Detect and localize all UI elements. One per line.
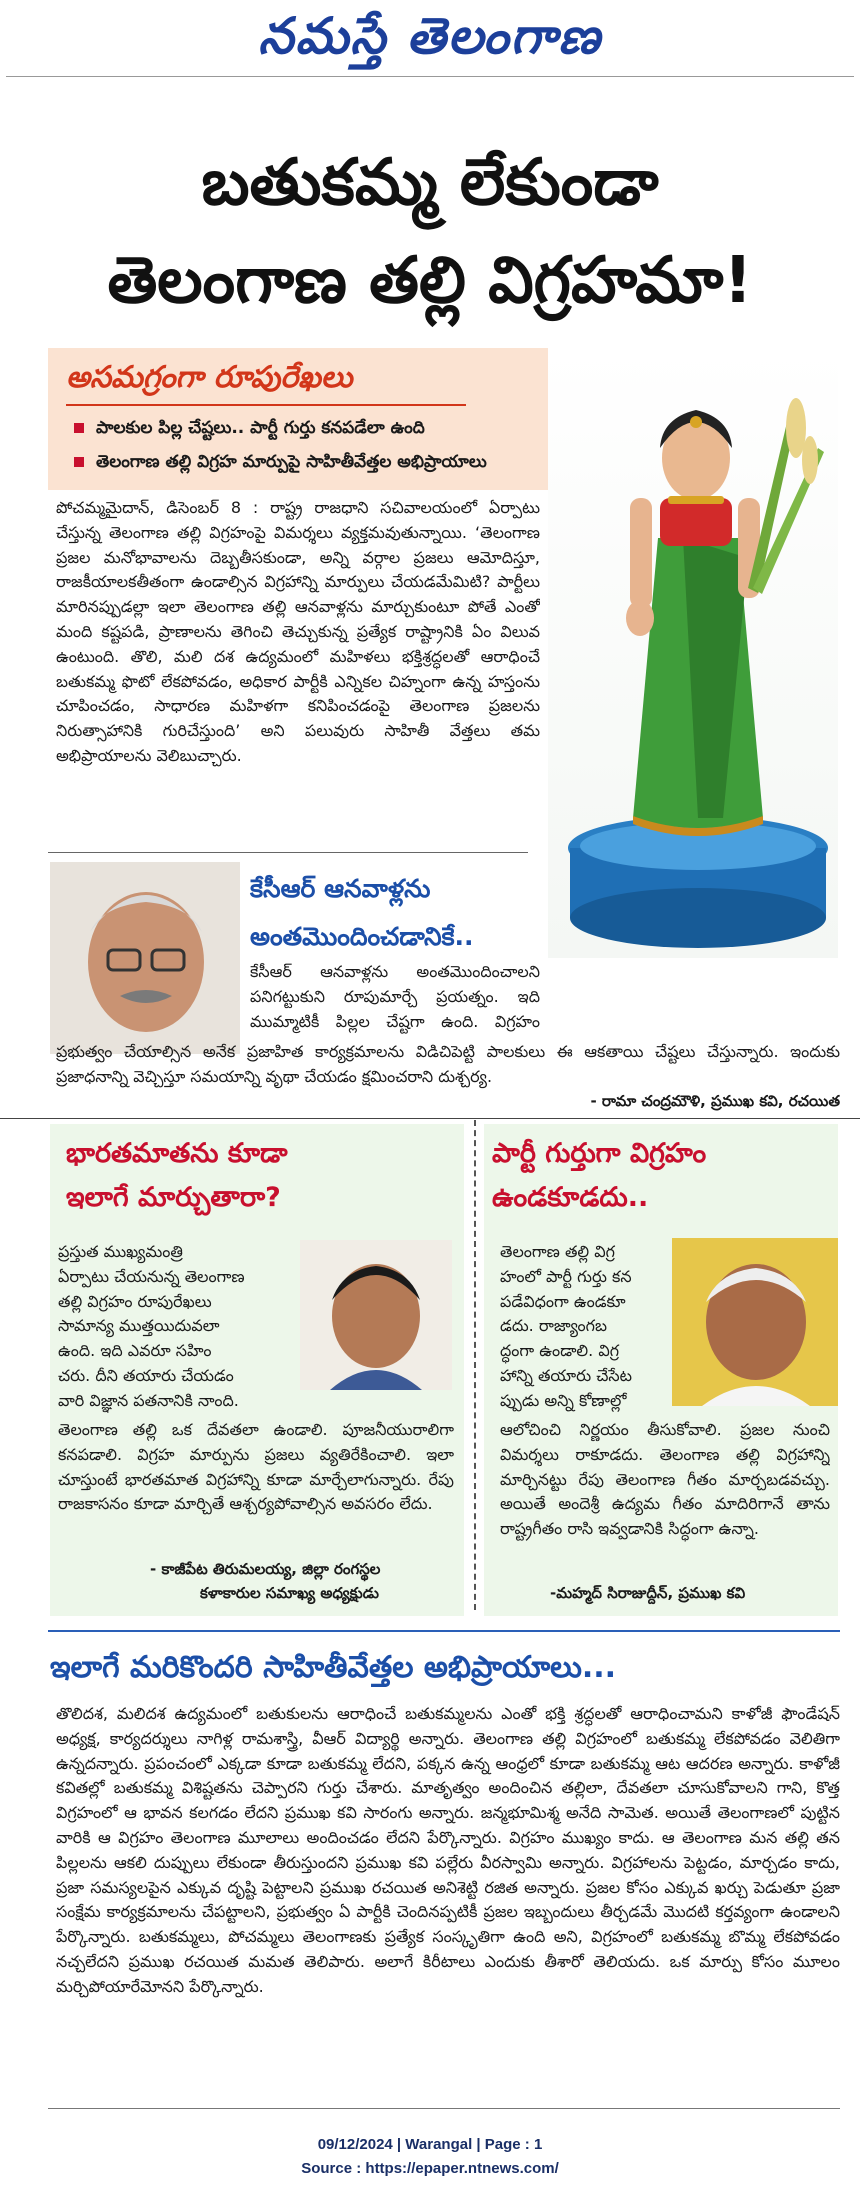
- kicker-title: అసమగ్రంగా రూపురేఖలు: [66, 360, 353, 395]
- kcr-subhead-line-2: అంతమొందించడానికే..: [250, 922, 474, 951]
- left-panel-source-1: - కాజీపేట తిరుమలయ్య, జిల్లా రంగస్థల: [150, 1560, 381, 1578]
- rama-chandramouli-photo: [50, 862, 240, 1054]
- kazipet-tirumalaiah-photo: [300, 1240, 452, 1390]
- kcr-quote-wide: ప్రభుత్వం చేయాల్సిన అనేక ప్రజాహిత కార్యక్రమాలను విడిచిపెట్టి పాలకులు ఈ ఆకతాయి చేష్టలు చేస్తున్నారు. ఇందుకు ప్రజాధనాన్ని వెచ్చిస్తూ సమయాన్ని వృథా చేయడం క్షమించరాని దుశ్చర్య.: [56, 1042, 840, 1086]
- section-divider: [0, 1118, 860, 1119]
- right-panel-text-wide: ఆలోచించి నిర్ణయం తీసుకోవాలి. ప్రజల నుంచి విమర్శలు రాకూడదు. తెలంగాణ తల్లి విగ్రహాన్ని మార్చినట్టు రేపు తెలంగాణ గీతం మార్చబడవచ్చు. అయితే అందెశ్రీ ఉద్యమ గీతం మాదిరిగానే తాను రాష్ట్రగీతం రాసి ఇవ్వడానికి సిద్ధంగా ఉన్నా.: [500, 1420, 830, 1539]
- right-panel-source: -మహ్మద్ సిరాజుద్దీన్, ప్రముఖ కవి: [550, 1584, 746, 1602]
- masthead-logo: నమస్తే తెలంగాణ: [258, 6, 602, 65]
- kicker-bullet: తెలంగాణ తల్లి విగ్రహ మార్పుపై సాహితీవేత్తల అభిప్రాయాలు: [74, 452, 487, 476]
- kicker-underline: [66, 404, 466, 406]
- left-panel-text-wide: తెలంగాణ తల్లి ఒక దేవతలా ఉండాలి. పూజనీయురాలిగా కనపడాలి. విగ్రహ మార్పును ప్రజలు వ్యతిరేకించాలి. ఇలా చూస్తుంటే భారతమాత విగ్రహాన్ని కూడా మార్చేలాగున్నారు. రేపు రాజకాసనం కూడా మార్చితే ఆశ్చర్యపోవాల్సిన అవసరం లేదు.: [58, 1420, 454, 1514]
- bottom-paragraph: తొలిదశ, మలిదశ ఉద్యమంలో బతుకులను ఆరాధించే బతుకమ్మలను ఎంతో భక్తి శ్రద్ధలతో ఆరాధించామని కాళోజీ ఫౌండేషన్ అధ్యక్ష, కార్యదర్శులు నాగిళ్ల రామశాస్త్రి, వీఆర్ విద్యార్థి అన్నారు. తెలంగాణ తల్లి విగ్రహంలో బతుకమ్మ లేకపోవడం వెలితిగా ఉన్నదన్నారు. ప్రపంచంలో ఎక్కడా కూడా బతుకమ్మ లేదని, పక్కన ఉన్న ఆంధ్రలో కూడా బతుకమ్మ ఆట ఆదరణ అన్నారు. కాళోజీ కవితల్లో బతుకమ్మ విశిష్టతను చెప్పారని గుర్తు చేశారు. మాతృత్వం అందించిన తల్లిలా, దేవతలా చూసుకోవాలని గాని, కొత్త విగ్రహంలో ఆ భావన కలగడం లేదని ప్రముఖ కవి సారంగు అన్నారు. జన్మభూమిశ్మ అనేది సామెత. అయితే తెలంగాణలో పుట్టిన వారికి ఆ విగ్రహం తెలంగాణ మూలాలు అందించడం లేదని పేర్కొన్నారు. విగ్రహం ముఖ్యం కాదు. ఆ తెలంగాణ మన తల్లి తన పిల్లలను ఆకలి దుప్పులు లేకుండా తీరుస్తుందని ప్రముఖ కవి పల్లేరు వీరస్వామి అన్నారు. విగ్రహాలను పెట్టడం, మార్చడం కాదు, ప్రజా సమస్యలపైన ఎక్కువ దృష్టి పెట్టాలని ప్రముఖ రచయిత అనిశెట్టి రజిత అన్నారు. ప్రజల కోసం ఎక్కువ ఖర్చు పెడుతూ ప్రజా సంక్షేమ కార్యక్రమాలను చేపట్టాలని, ప్రభుత్వం ఏ పార్టీకి చెందినప్పటికీ ప్రజల ఇబ్బందులు తీర్చడమే మొదటి కర్తవ్యంగా ఉండాలని పేర్కొన్నారు. బతుకమ్మలు, పోచమ్మలు తెలంగాణకు ప్రత్యేక సంస్కృతిగా ఉంది అని, విగ్రహంలో బతుకమ్మ బొమ్మ లేకపోవడం నచ్చలేదని ప్రముఖ రచయిత మమత తెలిపారు. అలాగే కిరీటాలు ఎందుకు తీశారో తెలియదు. ఒక మార్పు కోసం మూలం మర్చిపోయారేమోనని పేర్కొన్నారు.: [56, 1704, 840, 1996]
- right-panel-text-narrow: తెలంగాణ తల్లి విగ్ర హంలో పార్టీ గుర్తు కన పడేవిధంగా ఉండకూ డదు. రాజ్యాంగబ ద్ధంగా ఉండాలి. విగ్ర హాన్ని తయారు చేసేట ప్పుడు అన్ని కోణాల్లో: [500, 1242, 632, 1410]
- section-divider: [48, 1630, 840, 1632]
- kcr-quote-short: కేసీఆర్ ఆనవాళ్లను అంతమొందించాలని పనిగట్టుకుని రూపుమార్చే ప్రయత్నం. ఇది ముమ్మాటికీ పిల్లల చేష్టగా ఉంది. విగ్రహం: [250, 962, 540, 1031]
- bottom-heading: ఇలాగే మరికొందరి సాహితీవేత్తల అభిప్రాయాలు...: [50, 1650, 617, 1685]
- footer-divider: [48, 2108, 840, 2109]
- panel-divider: [474, 1120, 476, 1610]
- right-panel-title-2: ఉండకూడదు..: [492, 1182, 649, 1213]
- bullet-square-icon: [74, 423, 84, 433]
- bullet-square-icon: [74, 457, 84, 467]
- lead-paragraph: పోచమ్మమైదాన్, డిసెంబర్ 8 : రాష్ట్ర రాజధాని సచివాలయంలో ఏర్పాటు చేస్తున్న తెలంగాణ తల్లి విగ్రహంపై విమర్శలు వ్యక్తమవుతున్నాయి. ‘తెలంగాణ ప్రజల మనోభావాలను దెబ్బతీసకుండా, అన్ని వర్గాల ప్రజలు ఆమోదిస్తూ, రాజకీయాలకతీతంగా ఉండాల్సిన విగ్రహాన్ని మార్పులు చేయడమేమిటి? పార్టీలు మారినప్పుడల్లా ఇలా తెలంగాణ తల్లి ఆనవాళ్లను మార్చుకుంటూ పోతే ఎంతో మంది కష్టపడి, ప్రాణాలను తెగించి తెచ్చుకున్న ప్రత్యేక రాష్ట్రానికి ఏం విలువ ఉంటుంది. తొలి, మలి దశ ఉద్యమంలో మహిళలు భక్తిశ్రద్ధలతో ఆరాధించే బతుకమ్మ ఫొటో లేకపోవడం, అధికార పార్టీకి ఎన్నికల చిహ్నంగా ఉన్న హస్తంను చూపించడం, సాధారణ మహిళగా కనిపించడంపై తెలంగాణ ప్రజలను నిరుత్సాహానికి గురిచేస్తుంది’ అని పలువురు సాహితీ వేత్తలు తమ అభిప్రాయాలను వెలిబుచ్చారు.: [56, 498, 540, 765]
- siraj-uddin-photo: [672, 1238, 838, 1406]
- kcr-subhead-line-1: కేసీఆర్ ఆనవాళ్లను: [250, 874, 431, 903]
- telangana-talli-statue-image: [548, 348, 838, 958]
- kicker-bullet: పాలకుల పిల్ల చేష్టలు.. పార్టీ గుర్తు కనపడేలా ఉంది: [74, 418, 425, 442]
- footer-source-link[interactable]: Source : https://epaper.ntnews.com/: [301, 2160, 559, 2177]
- kcr-quote-source: - రామా చంద్రమౌళి, ప్రముఖ కవి, రచయిత: [590, 1092, 840, 1110]
- footer-edition-info: 09/12/2024 | Warangal | Page : 1: [317, 2136, 543, 2153]
- left-panel-text-narrow: ప్రస్తుత ముఖ్యమంత్రి ఏర్పాటు చేయనున్న తెలంగాణ తల్లి విగ్రహం రూపురేఖలు సామాన్య ముత్తయిదువలా ఉంది. ఇది ఎవరూ సహిం చరు. దీని తయారు చేయడం వారి విజ్ఞాన పతనానికి నాంది.: [58, 1242, 245, 1410]
- headline-line-1: బతుకమ్మ లేకుండా: [201, 146, 659, 220]
- masthead-divider: [6, 76, 854, 77]
- section-divider: [48, 852, 528, 853]
- right-panel-title-1: పార్టీ గుర్తుగా విగ్రహం: [492, 1138, 707, 1169]
- statue-illustration: [548, 348, 838, 958]
- left-panel-title-2: ఇలాగే మార్చుతారా?: [66, 1182, 281, 1213]
- left-panel-title-1: భారతమాతను కూడా: [66, 1138, 288, 1169]
- headline-line-2: తెలంగాణ తల్లి విగ్రహమా!: [107, 244, 753, 318]
- left-panel-source-2: కళాకారుల సమాఖ్య అధ్యక్షుడు: [200, 1584, 379, 1602]
